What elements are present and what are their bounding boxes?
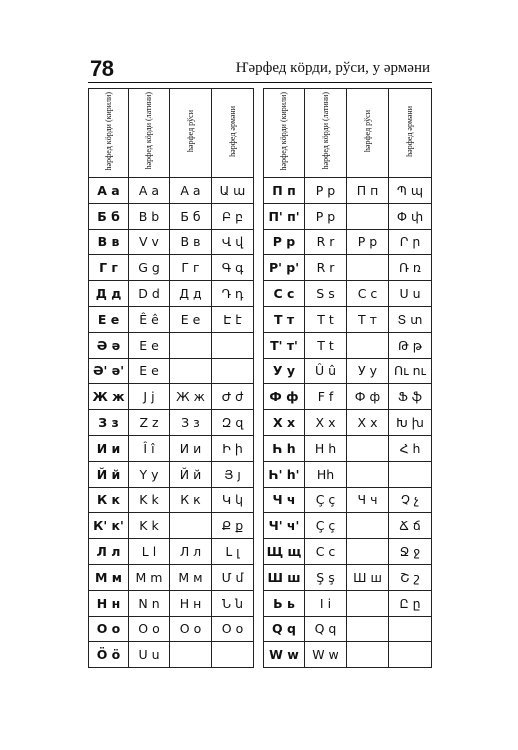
russian-cell (170, 513, 212, 539)
header-row (264, 89, 432, 178)
russian-cell (347, 642, 389, 668)
page-number: 78 (90, 56, 114, 81)
armenian-cell: Ի ի (212, 435, 254, 461)
armenian-cell (389, 461, 432, 487)
russian-cell: З з (170, 410, 212, 436)
kurdish-latin-cell: N n (129, 590, 170, 616)
table-row (264, 616, 432, 642)
kurdish-cyrillic-cell: Ԛ ԛ (264, 616, 305, 642)
russian-cell: Л л (170, 539, 212, 565)
russian-cell: Ш ш (347, 564, 389, 590)
kurdish-latin-cell: K k (129, 487, 170, 513)
armenian-cell: Շ շ (389, 564, 432, 590)
kurdish-cyrillic-cell: Л л (89, 539, 129, 565)
kurdish-latin-cell: O o (129, 616, 170, 642)
table-row (264, 487, 432, 513)
armenian-cell: Խ խ (389, 410, 432, 436)
table-row (264, 410, 432, 436)
table-row (264, 358, 432, 384)
russian-cell: Р р (347, 229, 389, 255)
kurdish-cyrillic-cell: Е е (89, 306, 129, 332)
kurdish-latin-cell: X x (305, 410, 347, 436)
armenian-cell (389, 616, 432, 642)
kurdish-cyrillic-cell: Ә' ә' (89, 358, 129, 384)
table-row (89, 178, 254, 204)
russian-cell: Г г (170, 255, 212, 281)
kurdish-latin-cell: S s (305, 281, 347, 307)
kurdish-latin-cell: Î î (129, 435, 170, 461)
table-row (89, 384, 254, 410)
kurdish-cyrillic-cell: Г г (89, 255, 129, 281)
kurdish-latin-cell: Ş ş (305, 564, 347, 590)
armenian-cell: Հ հ (389, 435, 432, 461)
armenian-cell: Կ կ (212, 487, 254, 513)
russian-cell: С с (347, 281, 389, 307)
russian-cell (170, 358, 212, 384)
alphabet-table-left (88, 88, 254, 668)
kurdish-latin-cell: U u (129, 642, 170, 668)
kurdish-latin-cell: G g (129, 255, 170, 281)
kurdish-latin-cell: V v (129, 229, 170, 255)
table-row (89, 332, 254, 358)
armenian-cell: Ու ու (389, 358, 432, 384)
armenian-cell: Ն ն (212, 590, 254, 616)
kurdish-cyrillic-cell: Т' т' (264, 332, 305, 358)
kurdish-cyrillic-cell: Ч' ч' (264, 513, 305, 539)
kurdish-cyrillic-cell: Ь ь (264, 590, 305, 616)
russian-cell: П п (347, 178, 389, 204)
kurdish-latin-cell: H h (305, 435, 347, 461)
kurdish-cyrillic-cell: Ш ш (264, 564, 305, 590)
armenian-cell: Չ չ (389, 487, 432, 513)
table-row (264, 590, 432, 616)
armenian-cell: Յ յ (212, 461, 254, 487)
column-header-armenian: һәрфед әрмәни (389, 89, 432, 178)
table-row (89, 229, 254, 255)
armenian-cell: Ջ ջ (389, 539, 432, 565)
kurdish-latin-cell: Ç ç (305, 487, 347, 513)
table-row (264, 564, 432, 590)
kurdish-cyrillic-cell: W w (264, 642, 305, 668)
kurdish-latin-cell: D d (129, 281, 170, 307)
kurdish-latin-cell: P p (305, 203, 347, 229)
kurdish-cyrillic-cell: В в (89, 229, 129, 255)
kurdish-latin-cell: Z z (129, 410, 170, 436)
kurdish-cyrillic-cell: Щ щ (264, 539, 305, 565)
kurdish-latin-cell: F f (305, 384, 347, 410)
kurdish-latin-cell: R r (305, 229, 347, 255)
table-row (89, 642, 254, 668)
russian-cell: Й й (170, 461, 212, 487)
table-row (89, 564, 254, 590)
kurdish-cyrillic-cell: С с (264, 281, 305, 307)
armenian-cell: Վ վ (212, 229, 254, 255)
table-row (264, 178, 432, 204)
table-row (89, 435, 254, 461)
table-row (264, 255, 432, 281)
russian-cell: Т т (347, 306, 389, 332)
kurdish-latin-cell: R r (305, 255, 347, 281)
kurdish-cyrillic-cell: М м (89, 564, 129, 590)
armenian-cell (212, 642, 254, 668)
kurdish-cyrillic-cell: З з (89, 410, 129, 436)
alphabet-table-right (263, 88, 432, 668)
armenian-cell: Զ զ (212, 410, 254, 436)
russian-cell: Ч ч (347, 487, 389, 513)
armenian-cell (212, 332, 254, 358)
table-row (89, 616, 254, 642)
kurdish-cyrillic-cell: Һ һ (264, 435, 305, 461)
russian-cell (347, 513, 389, 539)
table-row (89, 358, 254, 384)
russian-cell (347, 332, 389, 358)
armenian-cell: Ր ր (389, 229, 432, 255)
table-row (264, 435, 432, 461)
armenian-cell: Օ օ (212, 616, 254, 642)
table-row (89, 513, 254, 539)
table-row (89, 590, 254, 616)
kurdish-cyrillic-cell: К к (89, 487, 129, 513)
column-header-kurdish-latin: һәрфед кӧрди (латини) (305, 89, 347, 178)
armenian-cell: Մ մ (212, 564, 254, 590)
kurdish-latin-cell: P p (305, 178, 347, 204)
table-row (264, 332, 432, 358)
kurdish-latin-cell: W w (305, 642, 347, 668)
armenian-cell: Լ լ (212, 539, 254, 565)
kurdish-cyrillic-cell: Д д (89, 281, 129, 307)
russian-cell: Д д (170, 281, 212, 307)
kurdish-cyrillic-cell: Һ' һ' (264, 461, 305, 487)
armenian-cell: Գ գ (212, 255, 254, 281)
kurdish-latin-cell: L l (129, 539, 170, 565)
running-title: Ҥәрфед кӧрди, рўси, у әрмәни (235, 60, 430, 76)
russian-cell (347, 539, 389, 565)
russian-cell (347, 461, 389, 487)
russian-cell: А а (170, 178, 212, 204)
kurdish-latin-cell: Q q (305, 616, 347, 642)
kurdish-cyrillic-cell: У у (264, 358, 305, 384)
kurdish-cyrillic-cell: П' п' (264, 203, 305, 229)
kurdish-latin-cell: C c (305, 539, 347, 565)
kurdish-latin-cell: T t (305, 306, 347, 332)
russian-cell: Х х (347, 410, 389, 436)
russian-cell: Б б (170, 203, 212, 229)
column-header-kurdish-cyrillic: һәрфед кӧрди (кирили) (264, 89, 305, 178)
russian-cell (347, 255, 389, 281)
armenian-cell: Ճ ճ (389, 513, 432, 539)
kurdish-cyrillic-cell: П п (264, 178, 305, 204)
table-row (264, 461, 432, 487)
column-header-kurdish-latin: һәрфед кӧрди (латини) (129, 89, 170, 178)
russian-cell: К к (170, 487, 212, 513)
table-row (89, 539, 254, 565)
table-row (264, 229, 432, 255)
kurdish-cyrillic-cell: Й й (89, 461, 129, 487)
russian-cell (347, 616, 389, 642)
kurdish-cyrillic-cell: К' к' (89, 513, 129, 539)
russian-cell: И и (170, 435, 212, 461)
kurdish-latin-cell: A a (129, 178, 170, 204)
armenian-cell: Ժ ժ (212, 384, 254, 410)
kurdish-latin-cell: I i (305, 590, 347, 616)
table-row (89, 203, 254, 229)
kurdish-latin-cell: E e (129, 358, 170, 384)
armenian-cell (389, 642, 432, 668)
armenian-cell: Ռ ռ (389, 255, 432, 281)
russian-cell: О о (170, 616, 212, 642)
kurdish-cyrillic-cell: Ф ф (264, 384, 305, 410)
russian-cell: Е е (170, 306, 212, 332)
kurdish-latin-cell: M m (129, 564, 170, 590)
table-row (264, 642, 432, 668)
table-row (89, 410, 254, 436)
kurdish-cyrillic-cell: А а (89, 178, 129, 204)
header-row (89, 89, 254, 178)
table-row (264, 281, 432, 307)
russian-cell: Н н (170, 590, 212, 616)
table-row (89, 281, 254, 307)
russian-cell: В в (170, 229, 212, 255)
armenian-cell: Տ տ (389, 306, 432, 332)
kurdish-cyrillic-cell: Ә ә (89, 332, 129, 358)
table-row (264, 513, 432, 539)
kurdish-cyrillic-cell: Ч ч (264, 487, 305, 513)
column-header-russian: һәрфед рўси (347, 89, 389, 178)
kurdish-cyrillic-cell: Ж ж (89, 384, 129, 410)
kurdish-latin-cell: Hh (305, 461, 347, 487)
armenian-cell: Ը ը (389, 590, 432, 616)
kurdish-cyrillic-cell: Б б (89, 203, 129, 229)
column-header-russian: һәрфед рўси (170, 89, 212, 178)
table-row (89, 461, 254, 487)
table-row (89, 255, 254, 281)
armenian-cell: Ֆ ֆ (389, 384, 432, 410)
armenian-cell: Պ պ (389, 178, 432, 204)
armenian-cell: Բ բ (212, 203, 254, 229)
kurdish-cyrillic-cell: И и (89, 435, 129, 461)
russian-cell (347, 435, 389, 461)
russian-cell (347, 590, 389, 616)
kurdish-cyrillic-cell: О о (89, 616, 129, 642)
armenian-cell: Թ թ (389, 332, 432, 358)
russian-cell: Ж ж (170, 384, 212, 410)
kurdish-latin-cell: B b (129, 203, 170, 229)
armenian-cell: Ս ս (389, 281, 432, 307)
armenian-cell: Է է (212, 306, 254, 332)
kurdish-latin-cell: Y y (129, 461, 170, 487)
table-row (89, 306, 254, 332)
russian-cell (170, 332, 212, 358)
kurdish-cyrillic-cell: Н н (89, 590, 129, 616)
kurdish-latin-cell: Ç ç (305, 513, 347, 539)
kurdish-latin-cell: T t (305, 332, 347, 358)
russian-cell: М м (170, 564, 212, 590)
kurdish-latin-cell: E e (129, 332, 170, 358)
kurdish-cyrillic-cell: Ӧ ӧ (89, 642, 129, 668)
kurdish-latin-cell: K k (129, 513, 170, 539)
armenian-cell: Դ դ (212, 281, 254, 307)
russian-cell: У у (347, 358, 389, 384)
kurdish-latin-cell: Ê ê (129, 306, 170, 332)
table-row (264, 539, 432, 565)
kurdish-cyrillic-cell: Р' р' (264, 255, 305, 281)
russian-cell: Ф ф (347, 384, 389, 410)
russian-cell (347, 203, 389, 229)
kurdish-cyrillic-cell: Р р (264, 229, 305, 255)
table-row (89, 487, 254, 513)
armenian-cell: Ա ա (212, 178, 254, 204)
kurdish-latin-cell: J j (129, 384, 170, 410)
column-header-armenian: һәрфед әрмәни (212, 89, 254, 178)
table-row (264, 306, 432, 332)
armenian-cell: Ք ք (212, 513, 254, 539)
russian-cell (170, 642, 212, 668)
kurdish-cyrillic-cell: Т т (264, 306, 305, 332)
column-header-kurdish-cyrillic: һәрфед кӧрди (кирили) (89, 89, 129, 178)
header-rule (88, 82, 432, 83)
armenian-cell (212, 358, 254, 384)
armenian-cell: Փ փ (389, 203, 432, 229)
table-row (264, 384, 432, 410)
table-row (264, 203, 432, 229)
kurdish-cyrillic-cell: Х х (264, 410, 305, 436)
kurdish-latin-cell: Û û (305, 358, 347, 384)
